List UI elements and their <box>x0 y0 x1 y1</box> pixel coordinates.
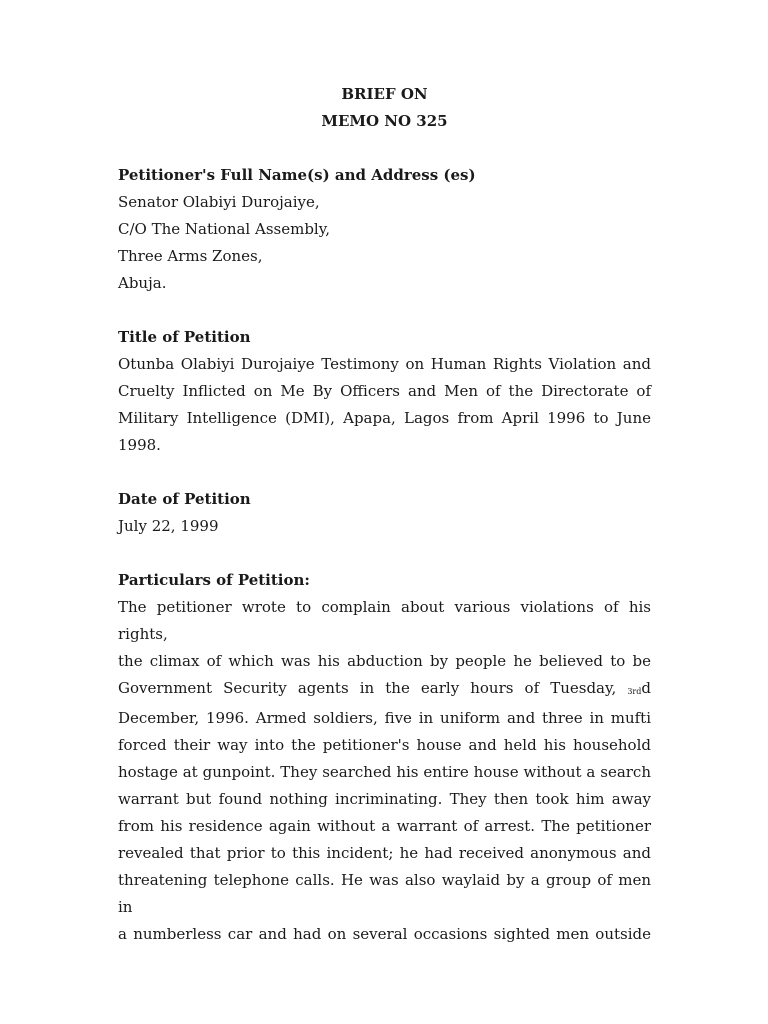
particulars-line: a numberless car and had on several occasions sighted men outside <box>118 925 651 943</box>
particulars-line: hostage at gunpoint. They searched his entire house without a search <box>118 763 651 781</box>
document-body <box>118 81 651 948</box>
title-line: Military Intelligence (DMI), Apapa, Lagos from April 1996 to June <box>118 409 651 427</box>
petition-title <box>118 351 651 459</box>
address-line: Three Arms Zones, <box>118 247 263 265</box>
particulars-line: revealed that prior to this incident; he had received anonymous and <box>118 844 651 862</box>
particulars-label: Particulars of Petition: <box>118 571 310 589</box>
heading-memo-number: MEMO NO 325 <box>321 112 448 130</box>
title-line: 1998. <box>118 436 161 454</box>
particulars-line: from his residence again without a warrant of arrest. The petitioner <box>118 817 651 835</box>
title-line: Cruelty Inflicted on Me By Officers and Men of the Directorate of <box>118 382 651 400</box>
particulars-line: warrant but found nothing incriminating. They then took him away <box>118 790 651 808</box>
ordinal-superscript: 3rd <box>627 687 642 696</box>
petition-date: July 22, 1999 <box>118 517 219 535</box>
ordinal-tail: d <box>641 679 651 697</box>
petitioner-label: Petitioner's Full Name(s) and Address (es) <box>118 166 476 184</box>
particulars-line-text: Government Security agents in the early hours of Tuesday, <box>118 679 617 697</box>
particulars-line: the climax of which was his abduction by people he believed to be <box>118 652 651 670</box>
particulars-text <box>118 594 651 948</box>
particulars-line: forced their way into the petitioner's house and held his household <box>118 736 651 754</box>
particulars-line <box>118 675 651 705</box>
particulars-line: December, 1996. Armed soldiers, five in uniform and three in mufti <box>118 709 651 727</box>
heading-brief-on: BRIEF ON <box>341 85 428 103</box>
address-line: Abuja. <box>118 274 167 292</box>
date-label: Date of Petition <box>118 490 251 508</box>
title-label: Title of Petition <box>118 328 251 346</box>
particulars-line: The petitioner wrote to complain about various violations of his rights, <box>118 598 651 643</box>
address-line: Senator Olabiyi Durojaiye, <box>118 193 320 211</box>
address-line: C/O The National Assembly, <box>118 220 330 238</box>
title-line: Otunba Olabiyi Durojaiye Testimony on Human Rights Violation and <box>118 355 651 373</box>
particulars-line: threatening telephone calls. He was also waylaid by a group of men in <box>118 871 651 916</box>
petitioner-address <box>118 189 651 297</box>
